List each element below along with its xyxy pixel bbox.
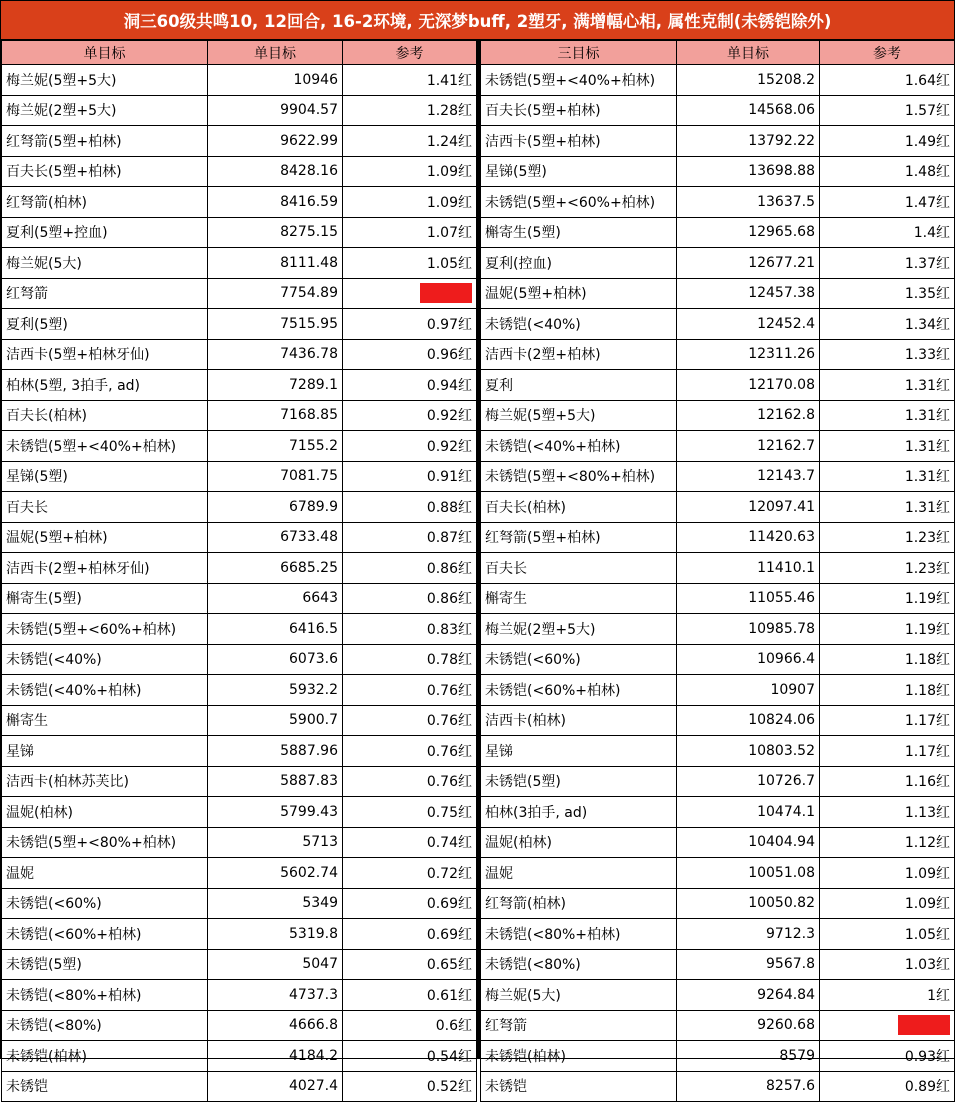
cell-name[interactable]: 未锈铠(<40%) bbox=[2, 644, 208, 675]
left-table-single-target bbox=[1, 40, 477, 1102]
table-row bbox=[481, 522, 955, 553]
table-row bbox=[481, 126, 955, 157]
right-table-three-target bbox=[480, 40, 955, 1102]
table-row bbox=[481, 156, 955, 187]
cell-value[interactable]: 6685.25 bbox=[208, 553, 343, 584]
cell-name[interactable]: 未锈铠(柏林) bbox=[2, 1041, 208, 1072]
cell-value[interactable]: 10985.78 bbox=[677, 614, 820, 645]
cell-ref[interactable]: 0.69红 bbox=[343, 888, 477, 919]
cell-ref[interactable]: 1.09红 bbox=[343, 187, 477, 218]
table-row bbox=[2, 278, 477, 309]
table-row bbox=[2, 461, 477, 492]
table-row bbox=[2, 797, 477, 828]
cell-value[interactable]: 4666.8 bbox=[208, 1010, 343, 1041]
cell-name[interactable]: 梅兰妮(5塑+5大) bbox=[481, 400, 677, 431]
cell-value[interactable]: 11410.1 bbox=[677, 553, 820, 584]
left-header-value[interactable]: 单目标 bbox=[208, 41, 343, 65]
cell-name[interactable]: 槲寄生 bbox=[481, 583, 677, 614]
table-row bbox=[2, 949, 477, 980]
cell-ref[interactable]: 1.4红 bbox=[820, 217, 955, 248]
right-header-name[interactable]: 三目标 bbox=[481, 41, 677, 65]
cell-name[interactable]: 槲寄生(5塑) bbox=[481, 217, 677, 248]
cell-value[interactable]: 12162.7 bbox=[677, 431, 820, 462]
table-row bbox=[481, 858, 955, 889]
table-row bbox=[2, 858, 477, 889]
table-row bbox=[2, 980, 477, 1011]
cell-value[interactable]: 12097.41 bbox=[677, 492, 820, 523]
cell-value[interactable]: 14568.06 bbox=[677, 95, 820, 126]
table-row bbox=[481, 248, 955, 279]
table-row bbox=[2, 1071, 477, 1102]
cell-name[interactable]: 梅兰妮(5大) bbox=[2, 248, 208, 279]
cell-value[interactable]: 5887.83 bbox=[208, 766, 343, 797]
table-row bbox=[2, 126, 477, 157]
table-row bbox=[481, 217, 955, 248]
table-row bbox=[481, 431, 955, 462]
cell-value[interactable]: 6789.9 bbox=[208, 492, 343, 523]
cell-value[interactable]: 10404.94 bbox=[677, 827, 820, 858]
table-row bbox=[481, 461, 955, 492]
cell-name[interactable]: 槲寄生(5塑) bbox=[2, 583, 208, 614]
cell-name[interactable]: 红弩箭(5塑+柏林) bbox=[2, 126, 208, 157]
cell-ref[interactable]: 1.23红 bbox=[820, 522, 955, 553]
cell-name[interactable]: 未锈铠(5塑+<80%+柏林) bbox=[2, 827, 208, 858]
table-row bbox=[2, 309, 477, 340]
cell-value[interactable]: 9260.68 bbox=[677, 1010, 820, 1041]
table-row bbox=[2, 919, 477, 950]
table-row bbox=[481, 888, 955, 919]
cell-value[interactable]: 7754.89 bbox=[208, 278, 343, 309]
cell-name[interactable]: 洁西卡(柏林苏芙比) bbox=[2, 766, 208, 797]
cell-ref[interactable]: 0.75红 bbox=[343, 797, 477, 828]
cell-name[interactable]: 未锈铠(<40%) bbox=[481, 309, 677, 340]
cell-value[interactable]: 5900.7 bbox=[208, 705, 343, 736]
cell-ref[interactable]: 0.65红 bbox=[343, 949, 477, 980]
cell-ref[interactable]: 1.09红 bbox=[820, 888, 955, 919]
cell-name[interactable]: 未锈铠(5塑) bbox=[2, 949, 208, 980]
table-row bbox=[481, 492, 955, 523]
cell-value[interactable]: 12452.4 bbox=[677, 309, 820, 340]
table-row bbox=[2, 431, 477, 462]
cell-name[interactable]: 夏利(5塑) bbox=[2, 309, 208, 340]
cell-name[interactable]: 百夫长(柏林) bbox=[481, 492, 677, 523]
cell-value[interactable]: 5602.74 bbox=[208, 858, 343, 889]
cell-name[interactable]: 温妮 bbox=[481, 858, 677, 889]
cell-value[interactable]: 15208.2 bbox=[677, 65, 820, 96]
cell-value[interactable]: 11420.63 bbox=[677, 522, 820, 553]
cell-ref[interactable]: 1.16红 bbox=[820, 766, 955, 797]
cell-name[interactable]: 柏林(3拍手, ad) bbox=[481, 797, 677, 828]
cell-name[interactable]: 梅兰妮(5大) bbox=[481, 980, 677, 1011]
cell-name[interactable]: 柏林(5塑, 3拍手, ad) bbox=[2, 370, 208, 401]
cell-ref[interactable]: 1红 bbox=[820, 980, 955, 1011]
table-row bbox=[481, 187, 955, 218]
cell-ref[interactable]: 1.17红 bbox=[820, 705, 955, 736]
cell-ref[interactable]: 1.19红 bbox=[820, 614, 955, 645]
cell-ref[interactable]: 0.69红 bbox=[343, 919, 477, 950]
cell-ref[interactable]: 1.24红 bbox=[343, 126, 477, 157]
cell-name[interactable]: 未锈铠(<80%) bbox=[2, 1010, 208, 1041]
cell-ref[interactable]: 1.07红 bbox=[343, 217, 477, 248]
cell-name[interactable]: 未锈铠(柏林) bbox=[481, 1041, 677, 1072]
cell-value[interactable]: 7081.75 bbox=[208, 461, 343, 492]
cell-ref[interactable]: 0.52红 bbox=[343, 1071, 477, 1102]
table-row bbox=[2, 187, 477, 218]
cell-name[interactable]: 洁西卡(柏林) bbox=[481, 705, 677, 736]
baseline-highlight bbox=[420, 283, 472, 303]
table-row bbox=[481, 705, 955, 736]
cell-name[interactable]: 梅兰妮(2塑+5大) bbox=[481, 614, 677, 645]
cell-name[interactable]: 未锈铠(<60%) bbox=[481, 644, 677, 675]
table-row bbox=[481, 644, 955, 675]
cell-value[interactable]: 7515.95 bbox=[208, 309, 343, 340]
cell-value[interactable]: 8111.48 bbox=[208, 248, 343, 279]
table-row bbox=[481, 370, 955, 401]
cell-ref[interactable]: 1.31红 bbox=[820, 400, 955, 431]
table-row bbox=[481, 736, 955, 767]
table-row bbox=[2, 248, 477, 279]
table-row bbox=[2, 827, 477, 858]
cell-ref[interactable]: 1.03红 bbox=[820, 949, 955, 980]
cell-value[interactable]: 4027.4 bbox=[208, 1071, 343, 1102]
cell-ref[interactable]: 1.48红 bbox=[820, 156, 955, 187]
cell-ref[interactable]: 1.37红 bbox=[820, 248, 955, 279]
cell-name[interactable]: 温妮 bbox=[2, 858, 208, 889]
cell-value[interactable]: 8428.16 bbox=[208, 156, 343, 187]
left-header-ref[interactable]: 参考 bbox=[343, 41, 477, 65]
cell-ref[interactable]: 0.54红 bbox=[343, 1041, 477, 1072]
cell-name[interactable]: 红弩箭(5塑+柏林) bbox=[481, 522, 677, 553]
cell-value[interactable]: 10907 bbox=[677, 675, 820, 706]
cell-value[interactable]: 10803.52 bbox=[677, 736, 820, 767]
cell-name[interactable]: 未锈铠(<60%) bbox=[2, 888, 208, 919]
cell-ref[interactable]: 0.86红 bbox=[343, 553, 477, 584]
cell-name[interactable]: 未锈铠(5塑+<60%+柏林) bbox=[481, 187, 677, 218]
cell-name[interactable]: 星锑 bbox=[2, 736, 208, 767]
cell-value[interactable]: 6643 bbox=[208, 583, 343, 614]
cell-name[interactable]: 未锈铠(5塑+<40%+柏林) bbox=[481, 65, 677, 96]
cell-name[interactable]: 温妮(柏林) bbox=[2, 797, 208, 828]
cell-value[interactable]: 10051.08 bbox=[677, 858, 820, 889]
table-row bbox=[2, 553, 477, 584]
cell-ref[interactable]: 0.94红 bbox=[343, 370, 477, 401]
cell-name[interactable]: 洁西卡(5塑+柏林牙仙) bbox=[2, 339, 208, 370]
cell-name[interactable]: 温妮(柏林) bbox=[481, 827, 677, 858]
cell-value[interactable]: 9622.99 bbox=[208, 126, 343, 157]
cell-value[interactable]: 9264.84 bbox=[677, 980, 820, 1011]
sheet-title: 洞三60级共鸣10, 12回合, 16-2环境, 无深梦buff, 2塑牙, 满增幅心相, 属性克制(未锈铠除外) bbox=[1, 1, 954, 40]
table-row bbox=[481, 797, 955, 828]
cell-value[interactable]: 8257.6 bbox=[677, 1071, 820, 1102]
table-row bbox=[2, 583, 477, 614]
table-row bbox=[481, 919, 955, 950]
table-row bbox=[481, 278, 955, 309]
cell-ref[interactable]: 0.93红 bbox=[820, 1041, 955, 1072]
table-row bbox=[481, 65, 955, 96]
cell-ref[interactable]: 0.74红 bbox=[343, 827, 477, 858]
cell-name[interactable]: 红弩箭(柏林) bbox=[481, 888, 677, 919]
cell-ref[interactable] bbox=[820, 1010, 955, 1041]
cell-name[interactable]: 未锈铠 bbox=[2, 1071, 208, 1102]
cell-value[interactable]: 10824.06 bbox=[677, 705, 820, 736]
cell-name[interactable]: 未锈铠(<60%+柏林) bbox=[481, 675, 677, 706]
table-row bbox=[481, 583, 955, 614]
cell-value[interactable]: 7436.78 bbox=[208, 339, 343, 370]
cell-value[interactable]: 9567.8 bbox=[677, 949, 820, 980]
table-row bbox=[2, 766, 477, 797]
cell-value[interactable]: 5713 bbox=[208, 827, 343, 858]
table-row bbox=[481, 553, 955, 584]
cell-ref[interactable]: 0.91红 bbox=[343, 461, 477, 492]
cell-value[interactable]: 8416.59 bbox=[208, 187, 343, 218]
cell-name[interactable]: 百夫长(柏林) bbox=[2, 400, 208, 431]
cell-value[interactable]: 13698.88 bbox=[677, 156, 820, 187]
table-row bbox=[2, 522, 477, 553]
table-row bbox=[481, 1041, 955, 1072]
cell-ref[interactable]: 0.76红 bbox=[343, 766, 477, 797]
cell-name[interactable]: 未锈铠(5塑+<80%+柏林) bbox=[481, 461, 677, 492]
right-header-value[interactable]: 单目标 bbox=[677, 41, 820, 65]
cell-value[interactable]: 9712.3 bbox=[677, 919, 820, 950]
cell-name[interactable]: 百夫长 bbox=[481, 553, 677, 584]
cell-value[interactable]: 8579 bbox=[677, 1041, 820, 1072]
cell-name[interactable]: 未锈铠 bbox=[481, 1071, 677, 1102]
cell-name[interactable]: 百夫长(5塑+柏林) bbox=[2, 156, 208, 187]
table-row bbox=[2, 1041, 477, 1072]
table-row bbox=[2, 370, 477, 401]
cell-name[interactable]: 梅兰妮(2塑+5大) bbox=[2, 95, 208, 126]
cell-ref[interactable]: 1.17红 bbox=[820, 736, 955, 767]
table-row bbox=[481, 614, 955, 645]
cell-ref[interactable]: 0.76红 bbox=[343, 736, 477, 767]
cell-value[interactable]: 5887.96 bbox=[208, 736, 343, 767]
cell-ref[interactable]: 0.72红 bbox=[343, 858, 477, 889]
cell-name[interactable]: 百夫长(5塑+柏林) bbox=[481, 95, 677, 126]
cell-ref[interactable]: 0.96红 bbox=[343, 339, 477, 370]
table-row bbox=[481, 95, 955, 126]
cell-name[interactable]: 红弩箭 bbox=[481, 1010, 677, 1041]
cell-ref[interactable]: 1.05红 bbox=[343, 248, 477, 279]
cell-ref[interactable]: 0.87红 bbox=[343, 522, 477, 553]
cell-value[interactable]: 12143.7 bbox=[677, 461, 820, 492]
cell-name[interactable]: 星锑 bbox=[481, 736, 677, 767]
table-row bbox=[481, 400, 955, 431]
cell-name[interactable]: 洁西卡(2塑+柏林牙仙) bbox=[2, 553, 208, 584]
cell-ref[interactable]: 1.12红 bbox=[820, 827, 955, 858]
cell-value[interactable]: 9904.57 bbox=[208, 95, 343, 126]
table-row bbox=[481, 675, 955, 706]
cell-name[interactable]: 星锑(5塑) bbox=[2, 461, 208, 492]
table-row bbox=[2, 888, 477, 919]
cell-name[interactable]: 夏利(5塑+控血) bbox=[2, 217, 208, 248]
table-row bbox=[481, 827, 955, 858]
cell-value[interactable]: 12677.21 bbox=[677, 248, 820, 279]
cell-name[interactable]: 未锈铠(<40%+柏林) bbox=[481, 431, 677, 462]
cell-ref[interactable]: 1.09红 bbox=[820, 858, 955, 889]
cell-name[interactable]: 未锈铠(<80%) bbox=[481, 949, 677, 980]
cell-ref[interactable]: 0.89红 bbox=[820, 1071, 955, 1102]
cell-value[interactable]: 6416.5 bbox=[208, 614, 343, 645]
table-row bbox=[481, 766, 955, 797]
cell-name[interactable]: 槲寄生 bbox=[2, 705, 208, 736]
table-row bbox=[2, 1010, 477, 1041]
cell-value[interactable]: 5047 bbox=[208, 949, 343, 980]
right-header-row bbox=[481, 41, 955, 65]
cell-ref[interactable]: 0.86红 bbox=[343, 583, 477, 614]
cell-ref[interactable]: 1.31红 bbox=[820, 461, 955, 492]
cell-value[interactable]: 12965.68 bbox=[677, 217, 820, 248]
cell-value[interactable]: 12457.38 bbox=[677, 278, 820, 309]
cell-ref[interactable]: 1.31红 bbox=[820, 492, 955, 523]
table-row bbox=[2, 736, 477, 767]
cell-ref[interactable]: 1.28红 bbox=[343, 95, 477, 126]
cell-value[interactable]: 10050.82 bbox=[677, 888, 820, 919]
table-row bbox=[2, 614, 477, 645]
cell-value[interactable]: 10726.7 bbox=[677, 766, 820, 797]
cell-value[interactable]: 10946 bbox=[208, 65, 343, 96]
cell-ref[interactable]: 0.76红 bbox=[343, 705, 477, 736]
cell-name[interactable]: 温妮(5塑+柏林) bbox=[481, 278, 677, 309]
table-row bbox=[2, 65, 477, 96]
cell-ref[interactable]: 1.47红 bbox=[820, 187, 955, 218]
cell-name[interactable]: 未锈铠(<60%+柏林) bbox=[2, 919, 208, 950]
cell-value[interactable]: 6073.6 bbox=[208, 644, 343, 675]
cell-ref[interactable]: 1.57红 bbox=[820, 95, 955, 126]
cell-name[interactable]: 未锈铠(<80%+柏林) bbox=[2, 980, 208, 1011]
cell-ref[interactable]: 1.13红 bbox=[820, 797, 955, 828]
cell-ref[interactable]: 1.33红 bbox=[820, 339, 955, 370]
cell-name[interactable]: 红弩箭(柏林) bbox=[2, 187, 208, 218]
cell-ref[interactable]: 1.31红 bbox=[820, 431, 955, 462]
cell-value[interactable]: 7168.85 bbox=[208, 400, 343, 431]
cell-name[interactable]: 未锈铠(<40%+柏林) bbox=[2, 675, 208, 706]
cell-ref[interactable]: 0.92红 bbox=[343, 431, 477, 462]
cell-ref[interactable]: 0.97红 bbox=[343, 309, 477, 340]
table-row bbox=[2, 644, 477, 675]
cell-name[interactable]: 未锈铠(5塑+<60%+柏林) bbox=[2, 614, 208, 645]
cell-value[interactable]: 7155.2 bbox=[208, 431, 343, 462]
cell-name[interactable]: 梅兰妮(5塑+5大) bbox=[2, 65, 208, 96]
cell-name[interactable]: 百夫长 bbox=[2, 492, 208, 523]
table-row bbox=[2, 492, 477, 523]
baseline-highlight bbox=[898, 1015, 950, 1035]
cell-ref[interactable]: 1.31红 bbox=[820, 370, 955, 401]
cell-ref[interactable]: 0.61红 bbox=[343, 980, 477, 1011]
right-header-ref[interactable]: 参考 bbox=[820, 41, 955, 65]
left-header-row bbox=[2, 41, 477, 65]
cell-ref[interactable]: 1.05红 bbox=[820, 919, 955, 950]
cell-value[interactable]: 8275.15 bbox=[208, 217, 343, 248]
cell-ref[interactable]: 1.35红 bbox=[820, 278, 955, 309]
cell-value[interactable]: 4737.3 bbox=[208, 980, 343, 1011]
cell-value[interactable]: 10966.4 bbox=[677, 644, 820, 675]
cell-name[interactable]: 洁西卡(5塑+柏林) bbox=[481, 126, 677, 157]
cell-value[interactable]: 5799.43 bbox=[208, 797, 343, 828]
cell-value[interactable]: 5932.2 bbox=[208, 675, 343, 706]
cell-value[interactable]: 6733.48 bbox=[208, 522, 343, 553]
cell-name[interactable]: 未锈铠(<80%+柏林) bbox=[481, 919, 677, 950]
cell-ref[interactable]: 0.88红 bbox=[343, 492, 477, 523]
cell-value[interactable]: 13637.5 bbox=[677, 187, 820, 218]
cell-ref[interactable]: 1.34红 bbox=[820, 309, 955, 340]
cell-name[interactable]: 夏利 bbox=[481, 370, 677, 401]
cell-ref[interactable]: 1.49红 bbox=[820, 126, 955, 157]
cell-value[interactable]: 4184.2 bbox=[208, 1041, 343, 1072]
cell-name[interactable]: 温妮(5塑+柏林) bbox=[2, 522, 208, 553]
cell-ref[interactable]: 0.92红 bbox=[343, 400, 477, 431]
table-row bbox=[2, 339, 477, 370]
cell-name[interactable]: 洁西卡(2塑+柏林) bbox=[481, 339, 677, 370]
cell-value[interactable]: 12162.8 bbox=[677, 400, 820, 431]
cell-value[interactable]: 7289.1 bbox=[208, 370, 343, 401]
table-row bbox=[481, 980, 955, 1011]
cell-value[interactable]: 11055.46 bbox=[677, 583, 820, 614]
cell-value[interactable]: 5349 bbox=[208, 888, 343, 919]
table-row bbox=[2, 217, 477, 248]
cell-ref[interactable]: 1.18红 bbox=[820, 675, 955, 706]
cell-ref[interactable]: 1.18红 bbox=[820, 644, 955, 675]
cell-name[interactable]: 夏利(控血) bbox=[481, 248, 677, 279]
table-row bbox=[481, 1010, 955, 1041]
cell-name[interactable]: 未锈铠(5塑) bbox=[481, 766, 677, 797]
left-header-name[interactable]: 单目标 bbox=[2, 41, 208, 65]
cell-ref[interactable]: 0.78红 bbox=[343, 644, 477, 675]
cell-name[interactable]: 未锈铠(5塑+<40%+柏林) bbox=[2, 431, 208, 462]
table-row bbox=[481, 309, 955, 340]
table-row bbox=[2, 675, 477, 706]
cell-ref[interactable]: 1.23红 bbox=[820, 553, 955, 584]
table-row bbox=[2, 95, 477, 126]
cell-value[interactable]: 5319.8 bbox=[208, 919, 343, 950]
cell-ref[interactable]: 1.41红 bbox=[343, 65, 477, 96]
table-row bbox=[2, 156, 477, 187]
cell-name[interactable]: 红弩箭 bbox=[2, 278, 208, 309]
cell-ref[interactable]: 1.19红 bbox=[820, 583, 955, 614]
cell-ref[interactable]: 0.76红 bbox=[343, 675, 477, 706]
cell-ref[interactable] bbox=[343, 278, 477, 309]
cell-value[interactable]: 12311.26 bbox=[677, 339, 820, 370]
table-row bbox=[481, 949, 955, 980]
cell-name[interactable]: 星锑(5塑) bbox=[481, 156, 677, 187]
cell-value[interactable]: 13792.22 bbox=[677, 126, 820, 157]
cell-ref[interactable]: 1.09红 bbox=[343, 156, 477, 187]
cell-ref[interactable]: 0.83红 bbox=[343, 614, 477, 645]
table-row bbox=[481, 1071, 955, 1102]
table-row bbox=[481, 339, 955, 370]
cell-value[interactable]: 10474.1 bbox=[677, 797, 820, 828]
cell-value[interactable]: 12170.08 bbox=[677, 370, 820, 401]
table-row bbox=[2, 705, 477, 736]
cell-ref[interactable]: 1.64红 bbox=[820, 65, 955, 96]
table-row bbox=[2, 400, 477, 431]
cell-ref[interactable]: 0.6红 bbox=[343, 1010, 477, 1041]
